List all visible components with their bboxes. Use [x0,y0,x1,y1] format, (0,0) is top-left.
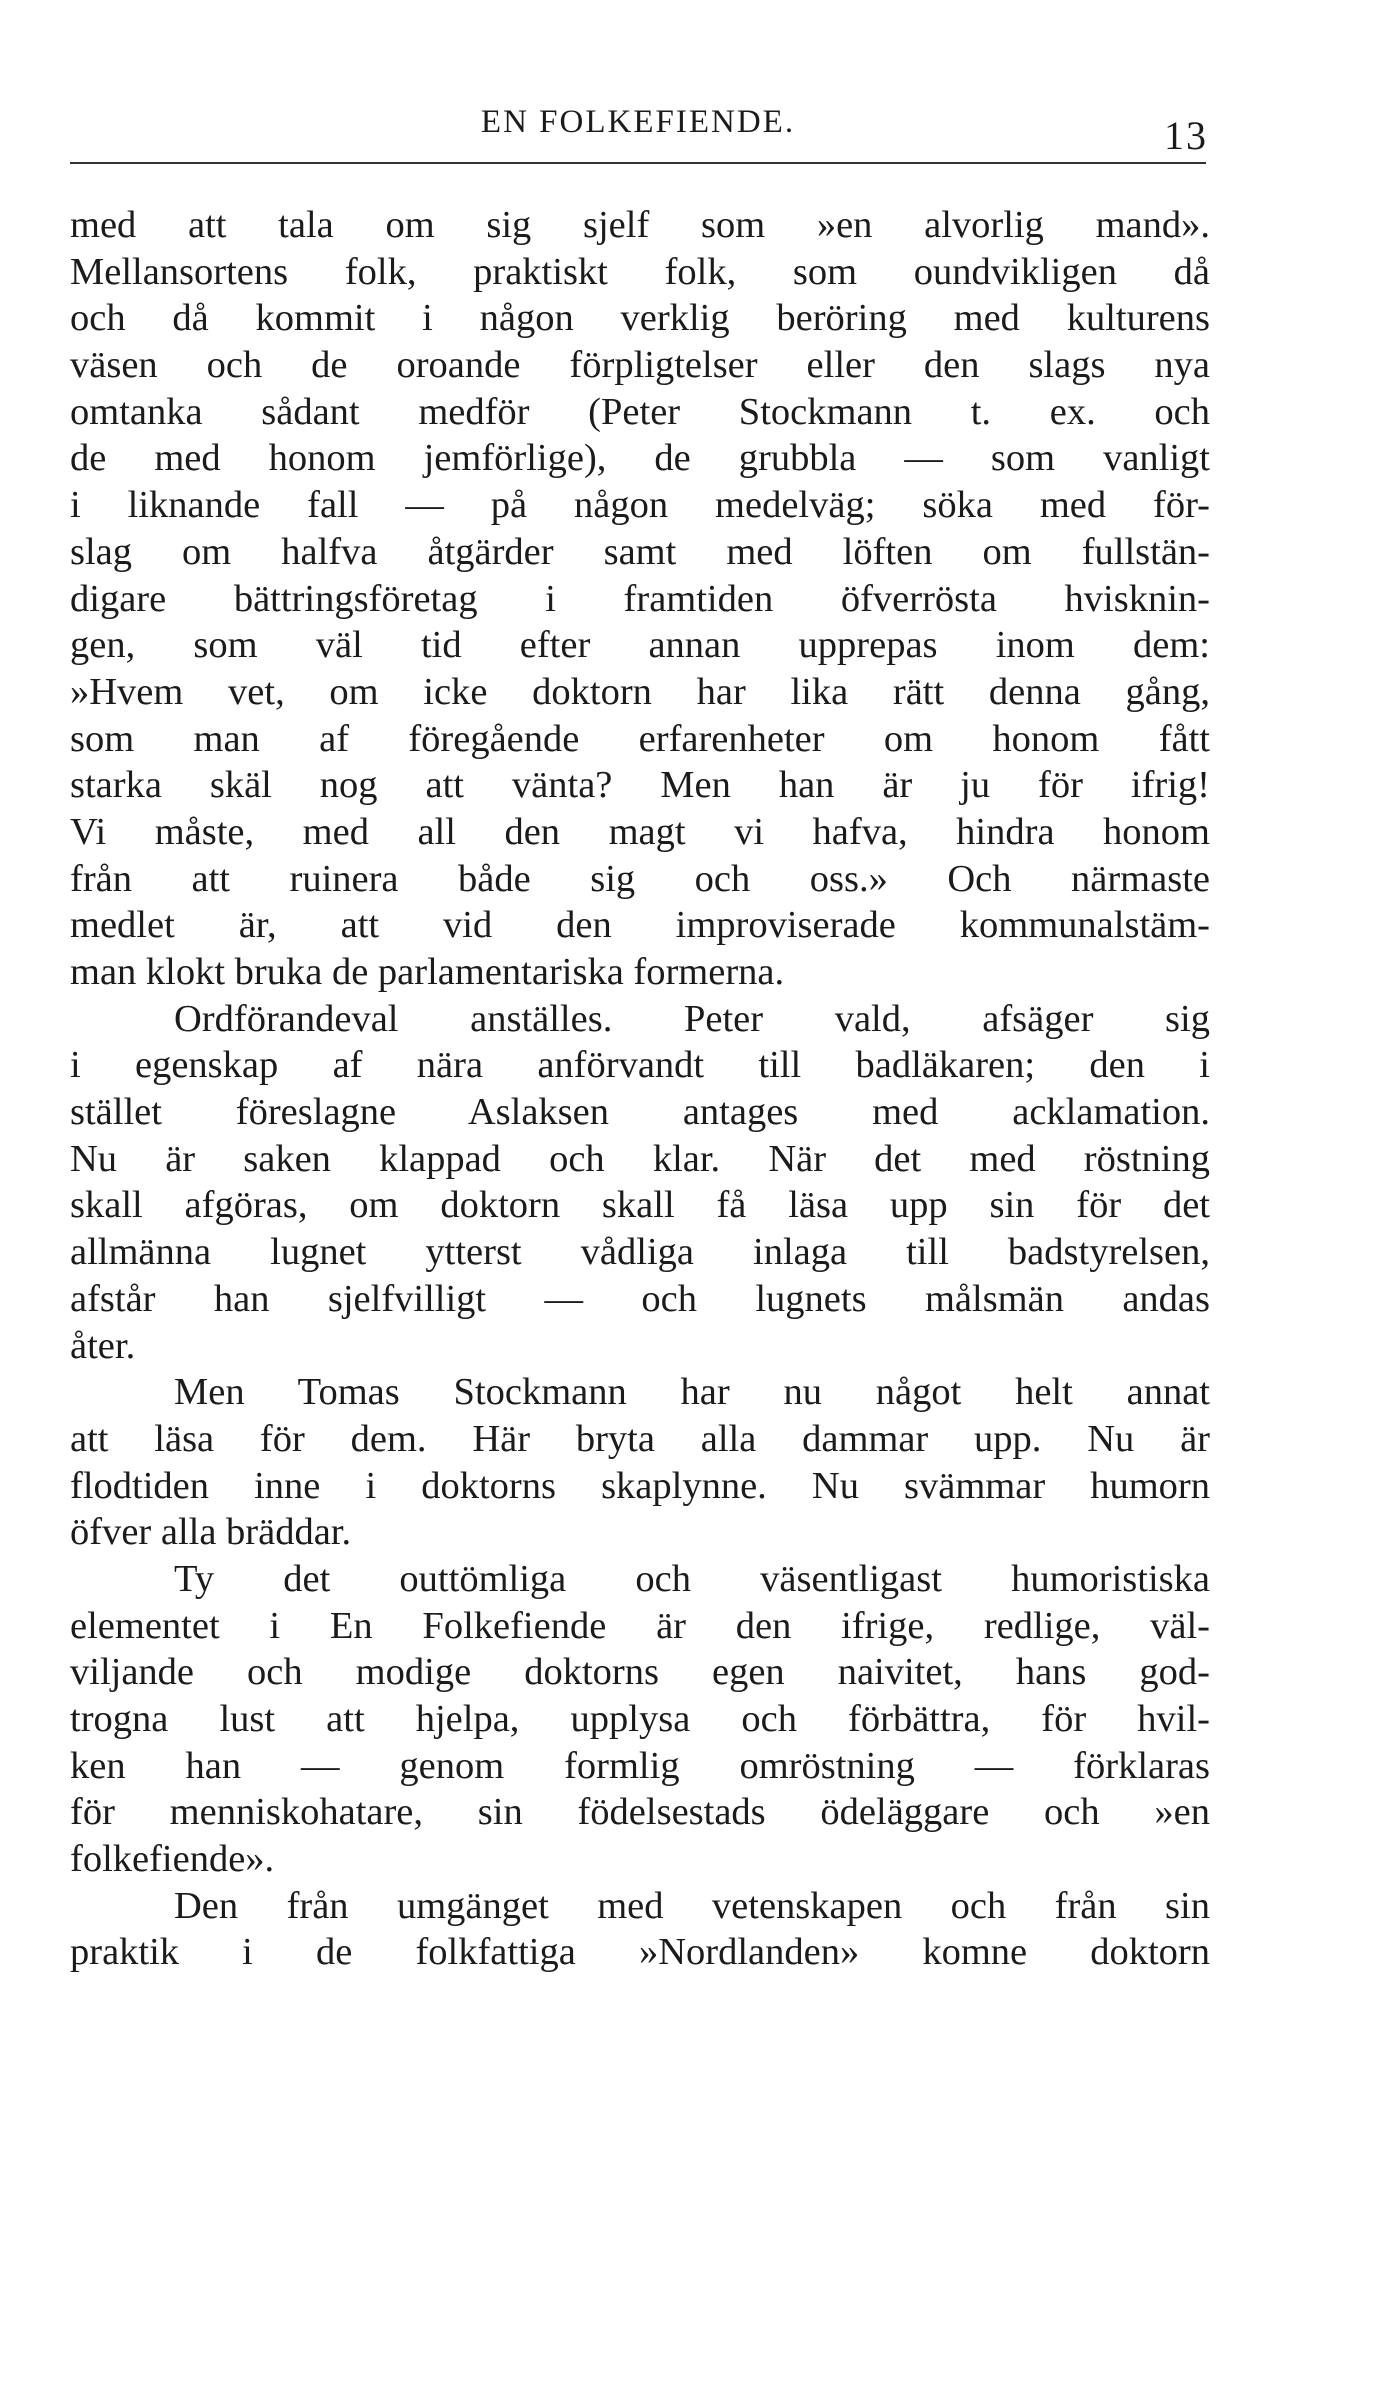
text-line: Ordförandeval anställes. Peter vald, afsäger sig [174,997,1210,1040]
text-line: att läsa för dem. Här bryta alla dammar upp. Nu är [70,1417,1210,1460]
text-line: i liknande fall — på någon medelväg; söka med för- [70,484,1210,527]
body-text [70,202,1210,1976]
text-line: gen, som väl tid efter annan upprepas inom dem: [70,624,1210,667]
text-line: från att ruinera både sig och oss.» Och närmaste [70,857,1210,900]
text-line: viljande och modige doktorns egen naivitet, hans god- [70,1651,1210,1694]
text-line: digare bättringsföretag i framtiden öfverrösta hvisknin- [70,577,1210,620]
text-line: Men Tomas Stockmann har nu något helt annat [174,1371,1210,1414]
text-line: åter. [70,1324,136,1367]
text-line: slag om halfva åtgärder samt med löften om fullstän- [70,530,1210,573]
text-line: medlet är, att vid den improviserade kommunalstäm- [70,904,1210,947]
text-line: Nu är saken klappad och klar. När det med röstning [70,1137,1210,1180]
text-line: öfver alla bräddar. [70,1511,352,1554]
text-line: Mellansortens folk, praktiskt folk, som oundvikligen då [70,250,1210,293]
text-line: elementet i En Folkefiende är den ifrige, redlige, väl- [70,1604,1210,1647]
text-line: med att tala om sig sjelf som »en alvorlig mand». [70,204,1210,246]
text-line: »Hvem vet, om icke doktorn har lika rätt denna gång, [70,670,1210,713]
text-line: allmänna lugnet ytterst vådliga inlaga till badstyrelsen, [70,1231,1210,1274]
text-line: och då kommit i någon verklig beröring med kulturens [70,297,1210,340]
text-line: stället föreslagne Aslaksen antages med acklamation. [70,1091,1210,1134]
text-line: Ty det outtömliga och väsentligast humoristiska [174,1557,1210,1600]
text-line: de med honom jemförlige), de grubbla — som vanligt [70,437,1210,480]
page-number: 13 [1164,113,1208,158]
text-line: Vi måste, med all den magt vi hafva, hindra honom [70,810,1210,853]
header-rule [70,162,1206,164]
text-line: som man af föregående erfarenheter om honom fått [70,717,1210,760]
text-line: väsen och de oroande förpligtelser eller den slags nya [70,344,1210,387]
text-line: praktik i de folkfattiga »Nordlanden» komne doktorn [70,1931,1210,1974]
text-line: folkefiende». [70,1838,275,1881]
text-line: man klokt bruka de parlamentariska formerna. [70,951,785,993]
text-line: skall afgöras, om doktorn skall få läsa upp sin för det [70,1184,1210,1227]
running-title: EN FOLKEFIENDE. [480,104,796,140]
text-line: Den från umgänget med vetenskapen och från sin [174,1884,1210,1927]
text-line: ken han — genom formlig omröstning — förklaras [70,1744,1210,1787]
text-line: för menniskohatare, sin födelsestads ödeläggare och »en [70,1791,1210,1834]
text-line: i egenskap af nära anförvandt till badläkaren; den i [70,1044,1210,1087]
text-line: starka skäl nog att vänta? Men han är ju för ifrig! [70,764,1210,807]
running-head [68,100,1208,160]
text-line: flodtiden inne i doktorns skaplynne. Nu svämmar humorn [70,1464,1210,1507]
text-line: trogna lust att hjelpa, upplysa och förbättra, för hvil- [70,1698,1210,1740]
text-line: omtanka sådant medför (Peter Stockmann t. ex. och [70,390,1210,433]
text-line: afstår han sjelfvilligt — och lugnets målsmän andas [70,1277,1210,1320]
